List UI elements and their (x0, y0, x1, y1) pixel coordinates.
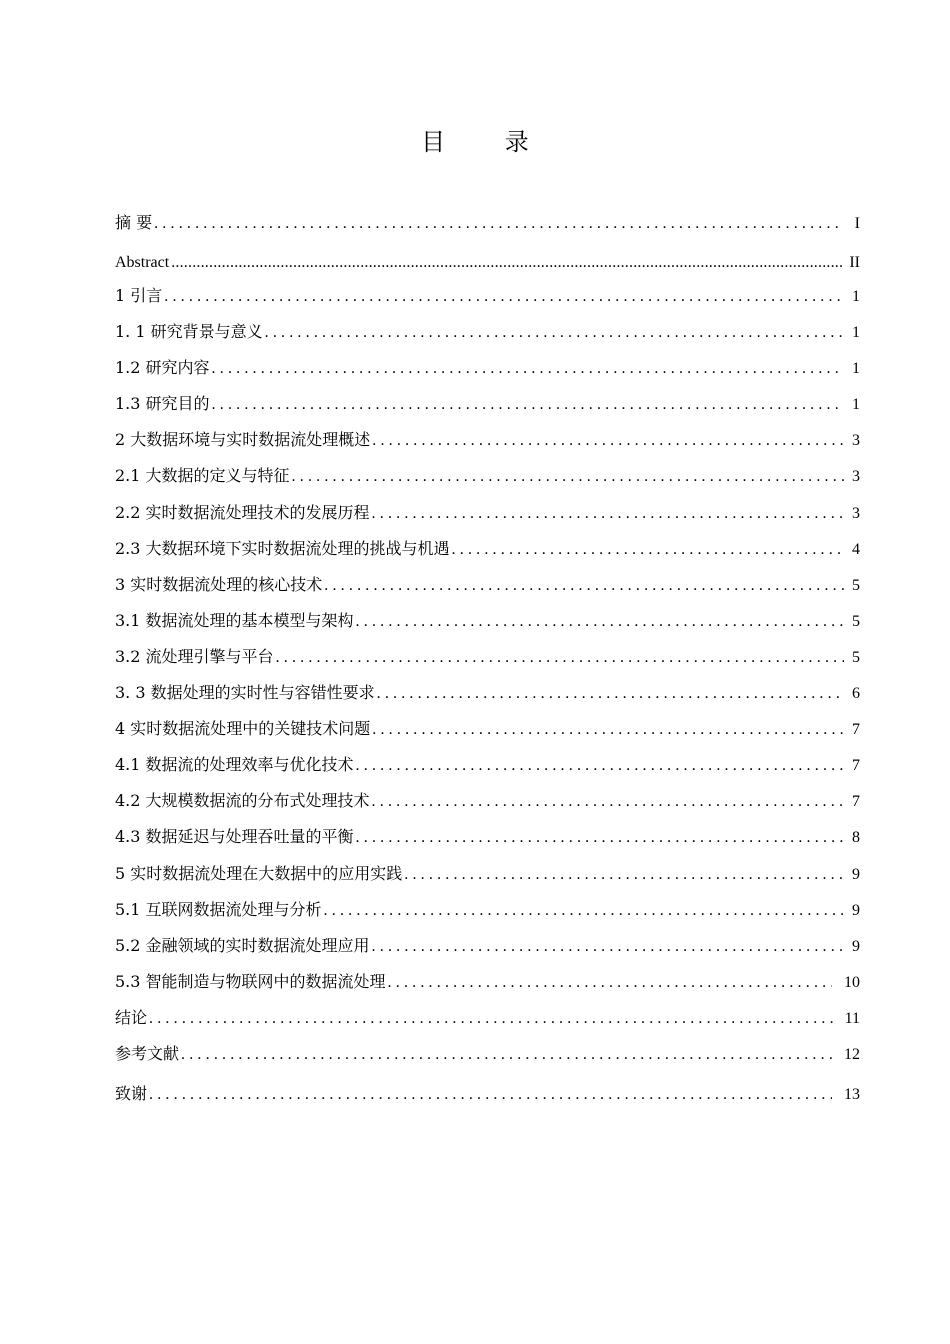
toc-leader-dots (212, 394, 844, 416)
toc-entry-label: 结论 (115, 1007, 148, 1027)
toc-leader-dots (372, 503, 844, 525)
toc-leader-dots (265, 322, 844, 344)
toc-leader-dots (164, 286, 844, 308)
toc-entry[interactable] (115, 1043, 860, 1079)
toc-entry-label: 5.2 金融领域的实时数据流处理应用 (115, 935, 370, 955)
toc-entry[interactable] (115, 790, 860, 826)
toc-entry-label: 5 实时数据流处理在大数据中的应用实践 (115, 863, 403, 883)
toc-entry-label: 参考文献 (115, 1043, 180, 1063)
toc-entry[interactable] (115, 357, 860, 393)
table-of-contents (115, 212, 860, 1119)
toc-entry[interactable] (115, 285, 860, 321)
toc-entry-label: 2.2 实时数据流处理技术的发展历程 (115, 502, 370, 522)
toc-entry[interactable] (115, 502, 860, 538)
toc-leader-dots (212, 358, 844, 380)
toc-entry-label: 4.2 大规模数据流的分布式处理技术 (115, 791, 370, 811)
toc-entry-page: 7 (852, 793, 860, 811)
toc-entry[interactable] (115, 971, 860, 1007)
toc-entry[interactable] (115, 718, 860, 754)
toc-entry-label: 1.2 研究内容 (115, 358, 210, 378)
toc-entry-label: 4.3 数据延迟与处理吞吐量的平衡 (115, 827, 354, 847)
toc-entry[interactable] (115, 682, 860, 718)
toc-entry-abstract-cn[interactable] (115, 212, 860, 252)
toc-entry-page: II (849, 254, 860, 271)
toc-entry-label: 5.1 互联网数据流处理与分析 (115, 899, 322, 919)
toc-leader-dots (292, 466, 844, 488)
toc-entry-page: 5 (852, 576, 860, 594)
toc-entry[interactable] (115, 429, 860, 465)
toc-entry-label: 3.1 数据流处理的基本模型与架构 (115, 610, 354, 630)
toc-entry-page: 4 (852, 540, 860, 558)
toc-leader-dots (171, 252, 844, 274)
toc-entry-page: 8 (852, 829, 860, 847)
toc-entry-page: 13 (844, 1086, 860, 1104)
toc-entry-page: 9 (852, 937, 860, 955)
toc-entry[interactable] (115, 538, 860, 574)
toc-leader-dots (372, 430, 844, 452)
page-title: 目 录 (421, 128, 555, 156)
toc-leader-dots (276, 647, 844, 669)
toc-leader-dots (388, 972, 832, 994)
toc-leader-dots (149, 1084, 832, 1106)
toc-entry-page: 1 (852, 360, 860, 378)
toc-leader-dots (356, 611, 844, 633)
toc-entry[interactable] (115, 646, 860, 682)
toc-entry[interactable] (115, 610, 860, 646)
toc-entry-label: 3 实时数据流处理的核心技术 (115, 574, 323, 594)
toc-leader-dots (356, 755, 844, 777)
toc-entry-page: I (854, 215, 860, 232)
toc-leader-dots (154, 213, 844, 235)
toc-entry-page: 9 (852, 901, 860, 919)
toc-leader-dots (149, 1008, 833, 1030)
toc-entry-label: 3.2 流处理引擎与平台 (115, 646, 274, 666)
toc-entry[interactable] (115, 826, 860, 862)
toc-entry-label: 2.1 大数据的定义与特征 (115, 466, 290, 486)
toc-entry-label: 5.3 智能制造与物联网中的数据流处理 (115, 971, 386, 991)
toc-entry-page: 3 (852, 504, 860, 522)
toc-leader-dots (372, 791, 844, 813)
toc-leader-dots (452, 539, 844, 561)
toc-entry-label: 4.1 数据流的处理效率与优化技术 (115, 755, 354, 775)
toc-entry-page: 12 (844, 1045, 860, 1063)
toc-entry[interactable] (115, 393, 860, 429)
toc-entry-page: 1 (852, 324, 860, 342)
toc-entry-abstract-en[interactable] (115, 252, 860, 285)
toc-entry[interactable] (115, 1083, 860, 1119)
toc-entry-label: 1.3 研究目的 (115, 394, 210, 414)
toc-entry-page: 1 (852, 396, 860, 414)
toc-entry-label: 1 引言 (115, 286, 163, 305)
toc-entry[interactable] (115, 1007, 860, 1043)
toc-entry-label: 致谢 (115, 1084, 148, 1104)
toc-entry-page: 5 (852, 648, 860, 666)
toc-leader-dots (356, 827, 844, 849)
toc-leader-dots (181, 1044, 832, 1066)
toc-leader-dots (324, 900, 844, 922)
toc-leader-dots (324, 575, 844, 597)
toc-entry[interactable] (115, 321, 860, 357)
toc-entry-label: 4 实时数据流处理中的关键技术问题 (115, 719, 371, 739)
toc-entry[interactable] (115, 899, 860, 935)
toc-entry-page: 7 (852, 721, 860, 739)
toc-entry[interactable] (115, 754, 860, 790)
toc-entry[interactable] (115, 465, 860, 501)
toc-entry[interactable] (115, 574, 860, 610)
toc-entry-label: 2 大数据环境与实时数据流处理概述 (115, 430, 371, 450)
toc-entry-page: 3 (852, 468, 860, 486)
toc-entry-label: 2.3 大数据环境下实时数据流处理的挑战与机遇 (115, 538, 450, 558)
toc-leader-dots (372, 719, 844, 741)
toc-leader-dots (404, 864, 844, 886)
toc-entry-label: 3. 3 数据处理的实时性与容错性要求 (115, 683, 375, 703)
toc-entry-page: 7 (852, 757, 860, 775)
toc-entry-page: 1 (852, 288, 860, 305)
toc-entry-label: 1. 1 研究背景与意义 (115, 322, 263, 342)
toc-entry[interactable] (115, 863, 860, 899)
toc-leader-dots (372, 936, 844, 958)
toc-leader-dots (377, 683, 844, 705)
toc-entry[interactable] (115, 935, 860, 971)
toc-entry-page: 10 (844, 973, 860, 991)
toc-entry-page: 11 (844, 1009, 860, 1027)
toc-entry-page: 6 (852, 685, 860, 703)
toc-entry-label: Abstract (115, 254, 170, 271)
toc-entry-label: 摘 要 (115, 213, 153, 232)
toc-entry-page: 5 (852, 612, 860, 630)
toc-entry-page: 3 (852, 432, 860, 450)
toc-entry-page: 9 (852, 865, 860, 883)
